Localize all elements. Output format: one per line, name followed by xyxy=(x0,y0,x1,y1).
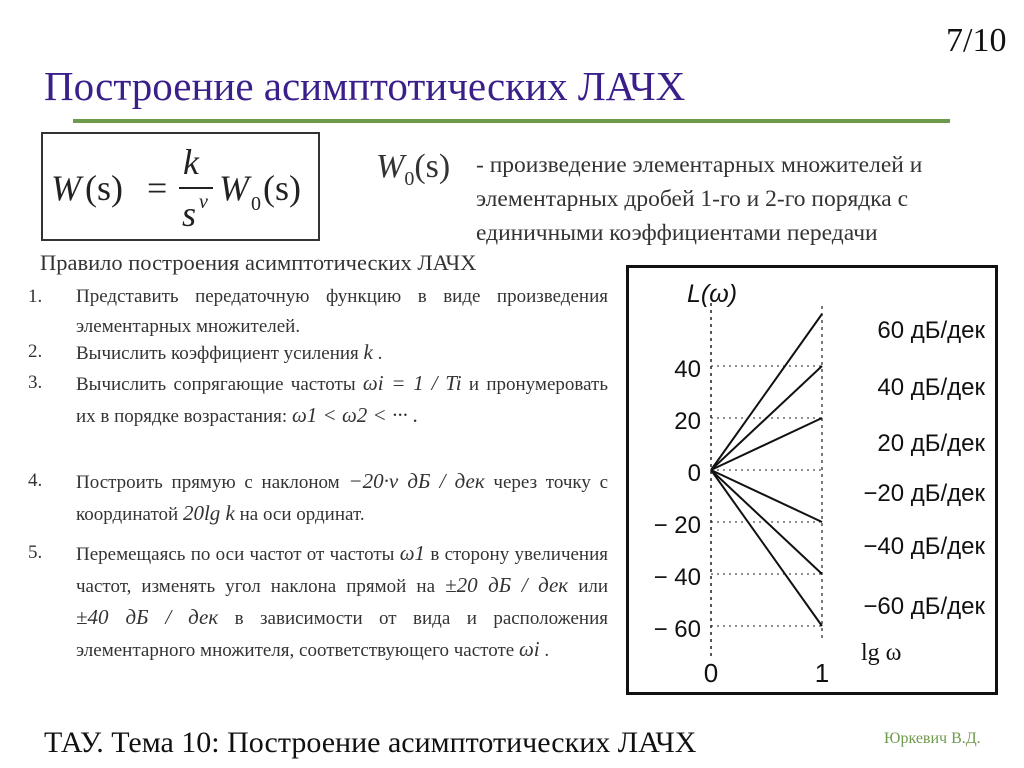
step-2: 2. Вычислить коэффициент усиления k . xyxy=(28,337,608,369)
author-name: Юркевич В.Д. xyxy=(884,730,981,747)
step-4: 4. Построить прямую с наклоном −20·ν дБ / дек через точку с координатой 20lg k на оси ординат. xyxy=(28,466,608,530)
formula-lhs: W xyxy=(51,168,81,208)
slope-line xyxy=(711,366,822,470)
math-omega-i: ωi xyxy=(518,637,540,661)
step-number: 1. xyxy=(28,286,43,307)
formula-equals: = xyxy=(147,168,168,208)
math-slope: −20·ν дБ / дек xyxy=(348,469,485,493)
step-number: 2. xyxy=(28,341,43,362)
lachkh-chart xyxy=(626,265,998,695)
y-tick-label: 0 xyxy=(687,460,701,487)
slope-line xyxy=(711,314,822,470)
rule-title: Правило построения асимптотических ЛАЧХ xyxy=(40,250,477,275)
step-3: 3. Вычислить сопрягающие частоты ωi = 1 / Ti и пронумеровать их в порядке возрастания: ω1 < ω2 < ··· . xyxy=(28,368,608,432)
w0-symbol: $W_0(s)$ xyxy=(376,148,451,190)
slope-line xyxy=(711,470,822,522)
math-corner-frequency: ωi = 1 / Ti xyxy=(362,371,462,395)
math-frequency-order: ω1 < ω2 < ··· . xyxy=(291,403,419,427)
transfer-function-formula-box xyxy=(41,132,320,241)
x-axis-label: lg ω xyxy=(861,640,902,666)
math-plus-minus-20: ±20 дБ / дек xyxy=(445,573,569,597)
y-tick-label: − 20 xyxy=(653,512,701,539)
step-5: 5. Перемещаясь по оси частот от частоты ω1 в сторону увеличения частот, изменять угол наклона прямой на ±20 дБ / дек или ±40 дБ / дек в зависимости от вида и расположения элементарного множителя, соответствующего частоте ωi . xyxy=(28,538,608,666)
slide-title: Построение асимптотических ЛАЧХ xyxy=(44,63,686,109)
slope-line xyxy=(711,470,822,626)
formula-numerator: k xyxy=(183,142,199,182)
y-axis-label: L(ω) xyxy=(687,280,738,308)
slope-label: 20 дБ/дек xyxy=(877,430,985,457)
math-plus-minus-40: ±40 дБ / дек xyxy=(76,605,219,629)
slope-line xyxy=(711,418,822,470)
formula-denominator: s xyxy=(182,194,197,234)
step-number: 4. xyxy=(28,470,43,491)
w0-description: - произведение элементарных множителей и элементарных дробей 1-го и 2-го порядка с единичными коэффициентами передачи xyxy=(476,152,923,246)
y-tick-label: − 60 xyxy=(653,616,701,643)
x-tick-label: 0 xyxy=(703,658,719,688)
formula-rhs-subscript: 0 xyxy=(251,193,261,215)
formula-lhs-arg: (s) xyxy=(85,168,123,208)
slope-label: 60 дБ/дек xyxy=(877,317,985,344)
title-underline xyxy=(73,119,950,123)
formula-rhs: W xyxy=(219,168,249,208)
math-20lgk: 20lg k xyxy=(182,501,235,525)
transfer-function-formula xyxy=(43,134,318,239)
formula-denominator-exponent: ν xyxy=(199,191,208,213)
slope-label: −40 дБ/дек xyxy=(863,533,985,560)
slope-label: 40 дБ/дек xyxy=(877,374,985,401)
slide-number: 7/10 xyxy=(946,22,1007,59)
footer-title: ТАУ. Тема 10: Построение асимптотических ЛАЧХ xyxy=(44,726,697,759)
slope-line xyxy=(711,470,822,574)
step-1 xyxy=(28,282,608,342)
formula-rhs-arg: (s) xyxy=(263,168,301,208)
math-omega1: ω1 xyxy=(399,541,426,565)
y-tick-label: 20 xyxy=(674,408,701,435)
step-number: 3. xyxy=(28,372,43,393)
y-tick-label: 40 xyxy=(674,356,701,383)
step-number: 5. xyxy=(28,542,43,563)
slope-label: −20 дБ/дек xyxy=(863,480,985,507)
x-tick-label: 1 xyxy=(814,658,830,688)
slope-label: −60 дБ/дек xyxy=(863,593,985,620)
math-k: k xyxy=(363,340,373,364)
step-text: Представить передаточную функцию в виде произведения элементарных множителей. xyxy=(76,286,608,337)
y-tick-label: − 40 xyxy=(653,564,701,591)
lachkh-chart-svg xyxy=(629,268,995,692)
